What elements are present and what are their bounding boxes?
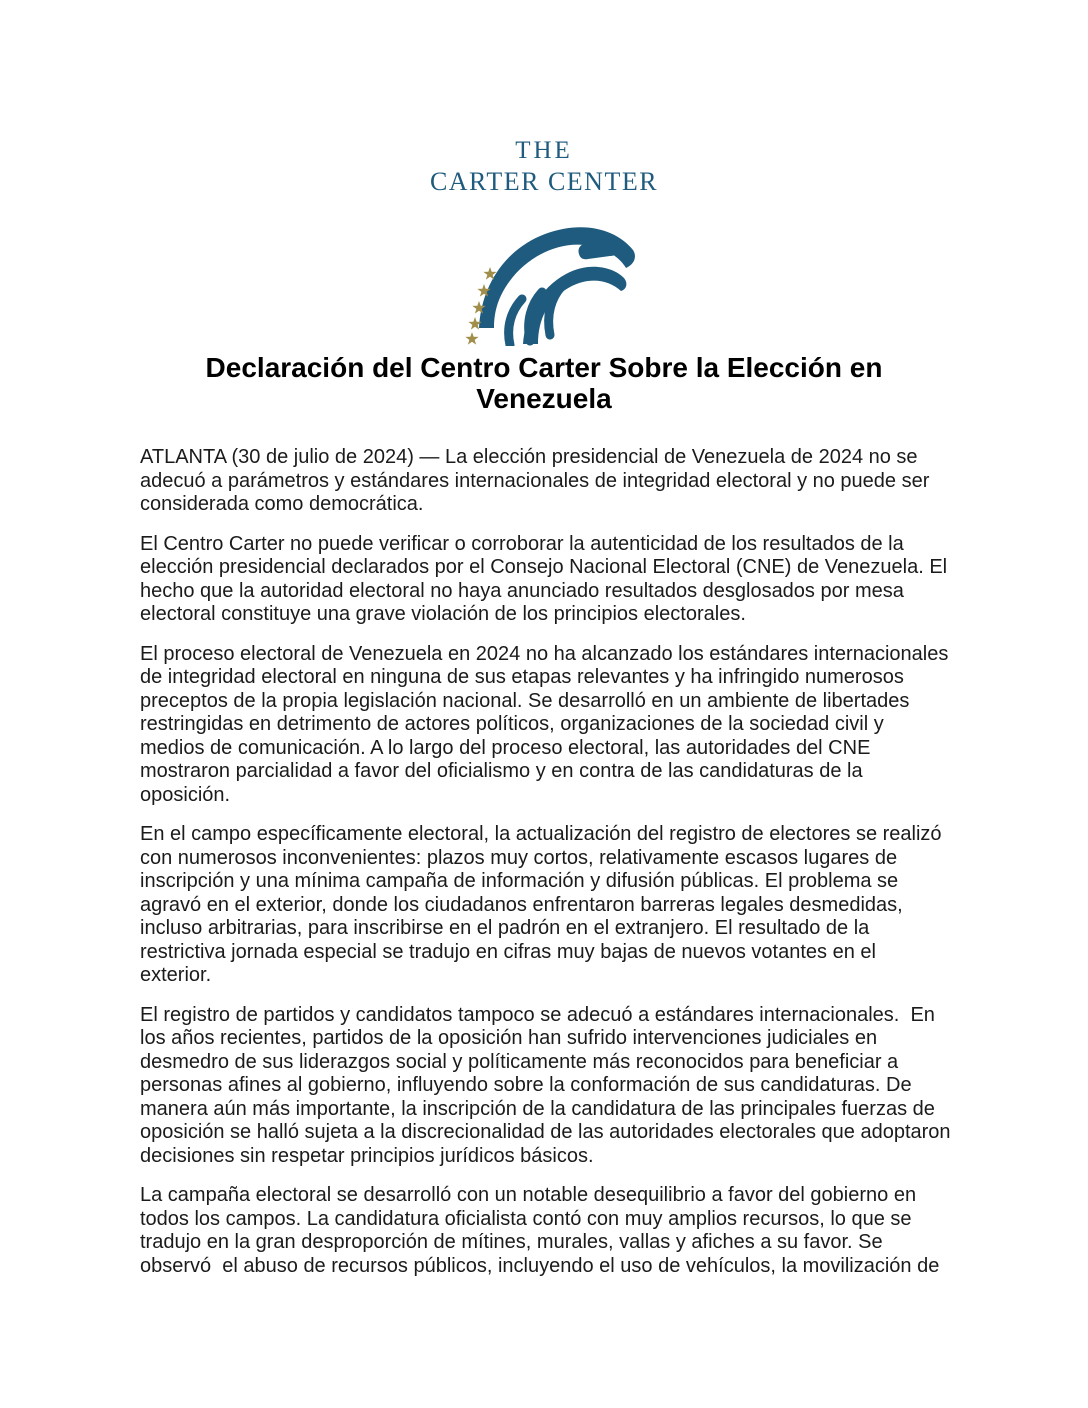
document-title: Declaración del Centro Carter Sobre la Elección en Venezuela: [205, 352, 883, 414]
paragraph-party-registry: El registro de partidos y candidatos tampoco se adecuó a estándares internacionales. En los años recientes, partidos de la oposición han sufrido intervenciones judiciales en desmedro de sus liderazgos social y políticamente más reconocidos para beneficiar a personas afines al gobierno, influyendo sobre la conformación de sus candidaturas. De manera aún más importante, la inscripción de la candidatura de las principales fuerzas de oposición se halló sujeta a la discrecionalidad de las autoridades electorales que adoptaron decisiones sin respetar principios jurídicos básicos.: [140, 1003, 957, 1167]
paragraph-process: El proceso electoral de Venezuela en 2024 no ha alcanzado los estándares internacionales de integridad electoral en ninguna de sus etapas relevantes y ha infringido numerosos preceptos de la propia legislación nacional. Se desarrolló en un ambiente de libertades restringidas en detrimento de actores políticos, organizaciones de la sociedad civil y medios de comunicación. A lo largo del proceso electoral, las autoridades del CNE mostraron parcialidad a favor del oficialismo y en contra de las candidaturas de la oposición.: [140, 642, 954, 806]
paragraph-dateline-lede: ATLANTA (30 de julio de 2024) — La elección presidencial de Venezuela de 2024 no se adecuó a parámetros y estándares internacionales de integridad electoral y no puede ser considerada como democrática.: [140, 446, 935, 515]
wordmark-line-the: THE: [515, 137, 573, 164]
paragraph-cne-results: El Centro Carter no puede verificar o corroborar la autenticidad de los resultados de la elección presidencial declarados por el Consejo Nacional Electoral (CNE) de Venezuela. El hecho que la autoridad electoral no haya anunciado resultados desglosados por mesa electoral constituye una grave violación de los principios electorales.: [140, 532, 953, 625]
wordmark-line-carter-center: CARTER CENTER: [429, 167, 659, 196]
paragraph-voter-registry: En el campo específicamente electoral, la actualización del registro de electores se realizó con numerosos inconvenientes: plazos muy cortos, relativamente escasos lugares de inscripción y una mínima campaña de información y difusión públicas. El problema se agravó en el exterior, donde los ciudadanos enfrentaron barreras legales desmedidas, incluso arbitrarias, para inscribirse en el padrón en el extranjero. El resultado de la restrictiva jornada especial se tradujo en cifras muy bajas de nuevos votantes en el exterior.: [140, 823, 948, 986]
carter-center-logo: [0, 136, 1088, 346]
paragraph-campaign: La campaña electoral se desarrolló con un notable desequilibrio a favor del gobierno en todos los campos. La candidatura oficialista contó con muy amplios recursos, lo que se tradujo en la gran desproporción de mítines, murales, vallas y afiches a su favor. Se observó el abuso de recursos públicos, incluyendo el uso de vehículos, la movilización de: [140, 1184, 940, 1277]
document-body: [140, 446, 957, 1294]
carter-center-eagle-icon: [463, 218, 643, 346]
carter-center-wordmark: [0, 136, 1088, 198]
